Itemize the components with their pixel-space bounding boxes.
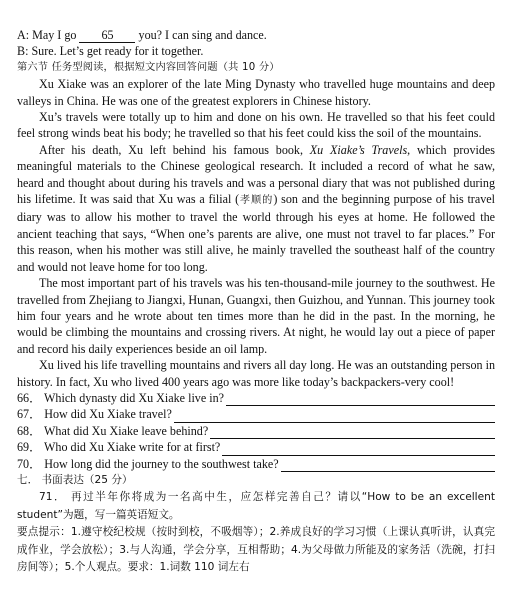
question-66 <box>17 390 495 406</box>
answer-line-68[interactable] <box>210 426 495 439</box>
passage-paragraph-3 <box>17 142 495 275</box>
answer-line-66[interactable] <box>226 393 495 406</box>
question-69-text: 69． Who did Xu Xiake write for at first? <box>17 440 221 455</box>
question-67 <box>17 406 495 422</box>
answer-blank-65[interactable]: 65 <box>79 29 135 43</box>
writing-points: 要点提示：1.遵守校纪校规（按时到校，不吸烟等）；2.养成良好的学习习惯（上课认真听讲，认真完成作业，学会放松）；3.与人沟通，学会分享，互相帮助；4.为父母做力所能及的家务活（洗碗，打扫房间等）；5.个人观点。要求：1.词数 110 词左右 <box>17 526 495 574</box>
passage-paragraph-1: Xu Xiake was an explorer of the late Ming Dynasty who travelled huge mountains and deep valleys in China. He was one of the greatest explorers in Chinese history. <box>17 77 495 108</box>
question-68 <box>17 423 495 439</box>
answer-line-70[interactable] <box>281 459 495 472</box>
question-69 <box>17 439 495 455</box>
passage-paragraph-5: Xu lived his life travelling mountains and rivers all day long. He was an outstanding person in history. In fact, Xu who lived 400 years ago was more like today’s backpackers-very cool! <box>17 358 495 389</box>
answer-line-69[interactable] <box>222 443 495 456</box>
question-70 <box>17 456 495 472</box>
answer-line-67[interactable] <box>174 410 495 423</box>
p3-text-b: , which provides meaningful materials to the Chinese geological research. It included a record of what he saw, heard and thought about during his travels and was a personal diary that was not published during his lifetime. It was said that Xu was a filial ( <box>17 142 495 207</box>
dialogue-a-before: A: May I go <box>17 28 77 42</box>
writing-prompt: 71． 再过半年你将成为一名高中生，应怎样完善自己？请以“How to be an excellent student”为题，写一篇英语短文。 <box>17 491 495 521</box>
section7-heading: 七． 书面表达（25 分） <box>17 473 133 486</box>
question-70-text: 70． How long did the journey to the southwest take? <box>17 456 279 471</box>
dialogue-a-after: you? I can sing and dance. <box>138 28 267 42</box>
book-title: Xu Xiake’s Travels <box>309 142 408 157</box>
dialogue-line-b: B: Sure. Let’s get ready for it together. <box>17 44 204 59</box>
p3-text-c: ) son and the beginning purpose of his travel diary was to allow his mother to travel the world through his eyes at home. He followed the ancient teaching that says, “When one’s parents are alive, one must not travel to far places.” For this reason, when his mother was still alive, he mainly travelled the southeast half of the country and would not leave home for too long. <box>17 192 495 274</box>
question-68-text: 68． What did Xu Xiake leave behind? <box>17 423 209 438</box>
p3-chinese-gloss: 孝顺的 <box>239 195 274 207</box>
question-66-text: 66． Which dynasty did Xu Xiake live in? <box>17 390 225 405</box>
section6-heading: 第六节 任务型阅读，根据短文内容回答问题（共 10 分） <box>17 61 280 73</box>
writing-section <box>17 472 495 577</box>
dialogue-line-a <box>17 27 495 43</box>
p3-text-a: After his death, Xu left behind his famous book, <box>39 142 303 157</box>
passage-paragraph-2: Xu’s travels were totally up to him and done on his own. He travelled so that his feet could feel strong winds beat his body; he travelled so that his feet could kiss the soil of the mountains. <box>17 110 495 141</box>
passage-paragraph-4: The most important part of his travels was his ten-thousand-mile journey to the southwest. He travelled from Zhejiang to Jiangxi, Hunan, Guangxi, then Guizhou, and Yunnan. This journey took him four years and he wrote about ten times more than he did in the past. In the morning, he would be climbing the mountains and crossing rivers. At night, he would lay out a piece of paper and record his daily experiences beside an oil lamp. <box>17 276 495 356</box>
question-67-text: 67． How did Xu Xiake travel? <box>17 407 172 422</box>
